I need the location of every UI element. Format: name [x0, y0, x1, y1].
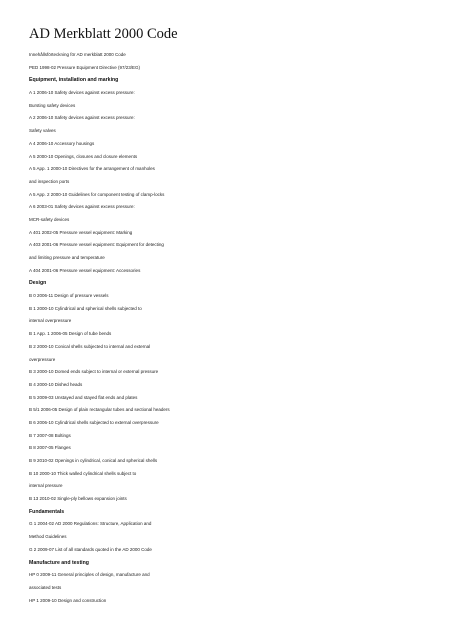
toc-entry: A 404 2001-06 Pressure vessel equipment: Accessories	[29, 267, 141, 273]
toc-entry: B 2 2000-10 Conical shells subjected to internal and external	[29, 343, 151, 349]
toc-entry: B 4 2000-10 Dished heads	[29, 381, 83, 387]
section-heading: Design	[29, 280, 47, 287]
toc-entry: B 9 2010-02 Openings in cylindrical, conical and spherical shells	[29, 458, 158, 463]
toc-entry: B 7 2007-08 Boltings	[29, 432, 71, 438]
section-heading: Manufacture and testing	[29, 559, 89, 566]
toc-entry: G 1 2004-02 AD 2000 Regulations: Structure, Application and	[29, 521, 152, 527]
toc-entry: Safety valves	[29, 128, 56, 134]
toc-entry: Method Guidelines	[29, 534, 67, 540]
toc-entry: Bursting safety devices	[29, 102, 76, 108]
toc-entry: A 5 App. 1 2000-10 Directives for the arrangement of manholes	[29, 166, 155, 172]
section-heading: Equipment, installation and marking	[29, 77, 119, 84]
toc-entry: B 5/1 2006-05 Design of plain rectangular tubes and sectional headers	[29, 407, 170, 413]
toc-entry: B 8 2007-05 Flanges	[29, 445, 71, 451]
toc-entry: A 403 2001-06 Pressure vessel equipment: Equipment for detecting	[29, 242, 164, 248]
toc-entry: Innehållsförteckning för AD merkblatt 2000 Code	[29, 52, 126, 57]
toc-entry: and limiting pressure and temperature	[29, 255, 105, 260]
toc-entry: B 1 App. 1 2006-05 Design of tube bends	[29, 331, 112, 337]
toc-entry: A 2 2006-10 Safety devices against excess pressure:	[29, 115, 135, 121]
toc-entry: A 4 2006-10 Accessory housings	[29, 140, 95, 146]
section-heading: Fundamentals	[29, 508, 65, 515]
toc-entry: HP 1 2009-10 Design and construction	[29, 597, 107, 603]
toc-entry: A 1 2006-10 Safety devices against excess pressure:	[29, 90, 135, 96]
toc-entry: MCR-safety devices	[29, 216, 70, 222]
toc-entry: internal overpressure	[29, 318, 72, 324]
table-of-contents	[29, 49, 449, 607]
toc-entry: A 5 App. 2 2000-10 Guidelines for component testing of clamp-locks	[29, 191, 165, 197]
toc-entry: B 0 2006-11 Design of pressure vessels	[29, 293, 109, 299]
toc-entry: B 1 2000-10 Cylindrical and spherical shells subjected to	[29, 305, 142, 311]
toc-entry: A 5 2000-10 Openings, closures and closure elements	[29, 153, 138, 159]
toc-entry: B 6 2006-10 Cylindrical shells subjected to external overpressure	[29, 419, 159, 425]
toc-entry: HP 0 2009-11 General principles of design, manufacture and	[29, 572, 150, 578]
toc-entry: and inspection ports	[29, 178, 70, 184]
toc-entry: B 5 2009-03 Unstayed and stayed flat ends and plates	[29, 394, 138, 400]
toc-entry: B 10 2000-10 Thick walled cylindrical shells subject to	[29, 470, 137, 476]
toc-entry: internal pressure	[29, 483, 63, 489]
document-title: AD Merkblatt 2000 Code	[29, 26, 178, 42]
toc-entry: A 401 2002-05 Pressure vessel equipment: Marking	[29, 229, 133, 235]
toc-entry: associated tests	[29, 584, 62, 590]
toc-entry: A 6 2003-01 Safety devices against excess pressure:	[29, 204, 135, 210]
toc-entry: overpressure	[29, 356, 56, 362]
toc-entry: G 2 2009-07 List of all standards quoted in the AD 2000 Code	[29, 546, 152, 552]
toc-entry: B 3 2000-10 Domed ends subject to internal or external pressure	[29, 369, 159, 375]
toc-entry: PED 1998-02 Pressure Equipment Directive (97/23/EG)	[29, 64, 141, 70]
toc-entry: B 13 2010-02 Single-ply bellows expansion joints	[29, 496, 127, 502]
